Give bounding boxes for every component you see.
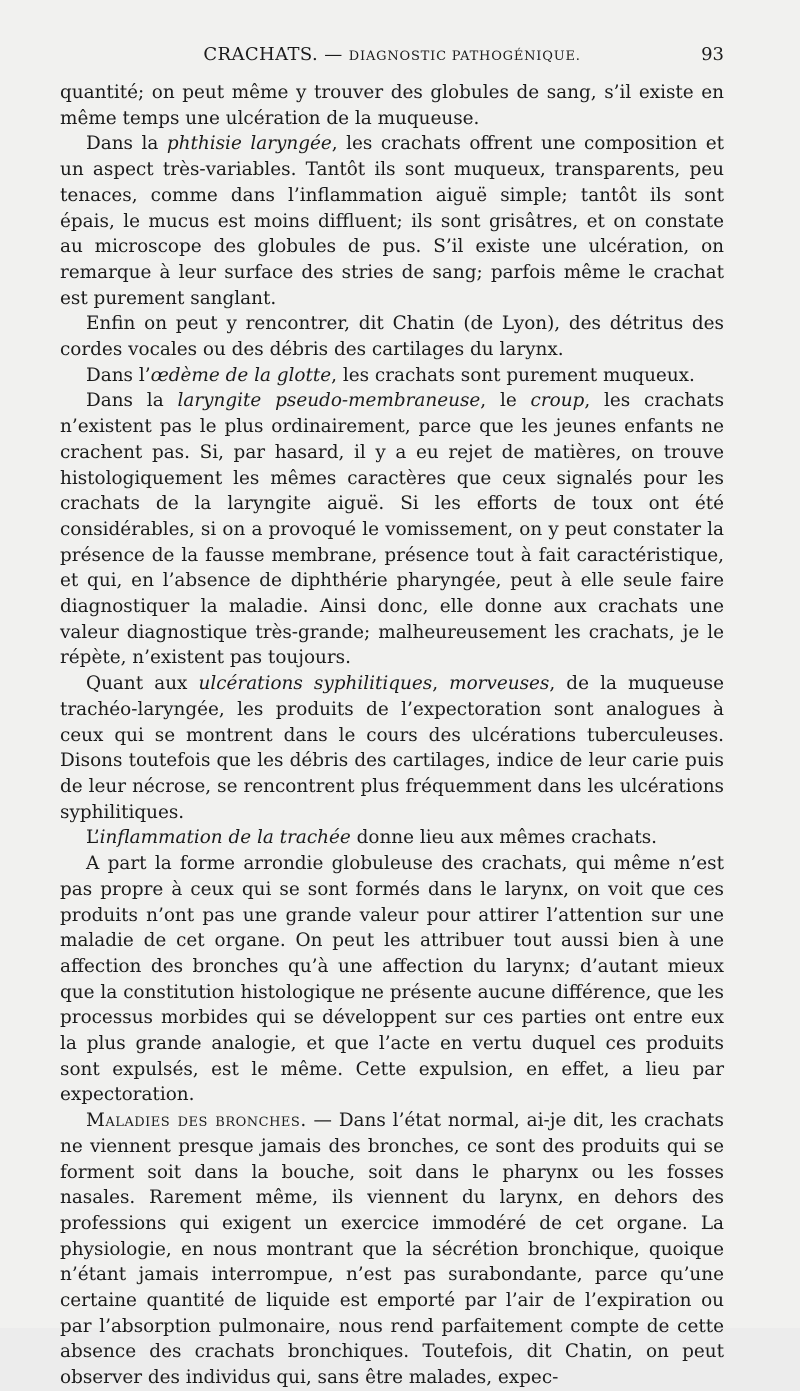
text-run: , les crachats n’existent pas le plus ordinairement, parce que les jeunes enfants ne crachent pas. Si, par hasard, il y a eu rejet de matières, on trouve histologiquement les mêmes caractères que ceux signalés pour les crachats de la laryngite aiguë. Si les efforts de toux ont été considérables, si on a provoqué le vomissement, on y peut constater la présence de la fausse membrane, présence tout à fait caractéristique, et qui, en l’absence de diphthérie pharyngée, peut à elle seule faire diagnostiquer la maladie. Ainsi donc, elle donne aux crachats une valeur diagnostique très-grande; malheureusement les crachats, je le répète, n’existent pas toujours. — [60, 390, 725, 669]
paragraph — [60, 851, 724, 1108]
running-title-separator: — — [318, 44, 349, 65]
text-run: A part la forme arrondie globuleuse des crachats, qui même n’est pas propre à ceux qui se sont formés dans le larynx, on voit que ces produits n’ont pas une grande valeur pour attirer l’attention sur une maladie de cet organe. On peut les attribuer tout aussi bien à une affection des bronches qu’à une affection du larynx; d’autant mieux que la constitution histologique ne présente aucune différence, que les processus morbides qui se développent sur ces parties ont entre eux la plus grande analogie, et que l’acte en vertu duquel ces produits sont expulsés, est le même. Cette expulsion, en effet, a lieu par expectoration. — [60, 853, 724, 1106]
paragraph — [60, 671, 724, 825]
text-run: , de la muqueuse trachéo-laryngée, les produits de l’expectoration sont analogues à ceux qui se montrent dans le cours des ulcérations tuberculeuses. Disons toutefois que les débris des cartilages, indice de leur carie puis de leur nécrose, se rencontrent plus fréquemment dans les ulcérations syphilitiques. — [60, 673, 724, 823]
text-run: , les crachats sont purement muqueux. — [331, 364, 695, 386]
body-text — [60, 80, 724, 1391]
paragraph — [60, 311, 724, 362]
section-heading: Maladies des bronches. — [86, 1110, 307, 1132]
text-run: Dans la — [86, 390, 178, 412]
italic-term: croup — [530, 390, 585, 412]
paragraph — [60, 825, 724, 851]
paragraph — [60, 131, 724, 311]
paragraph — [60, 363, 724, 389]
paragraph — [60, 80, 724, 131]
page-number: 93 — [701, 44, 724, 65]
running-title-sub: DIAGNOSTIC PATHOGÉNIQUE. — [348, 49, 581, 64]
text-run: Dans la — [86, 133, 167, 155]
text-run: Quant aux — [86, 673, 199, 695]
text-run: Dans l’ — [86, 364, 151, 386]
running-header — [60, 44, 724, 72]
running-title-main: CRACHATS. — [203, 44, 319, 65]
text-run: , — [432, 673, 450, 695]
text-run: Enfin on peut y rencontrer, dit Chatin (de Lyon), des détritus des cordes vocales ou des débris des cartilages du larynx. — [60, 313, 724, 361]
italic-term: inflammation de la trachée — [99, 827, 351, 849]
italic-term: ulcérations syphilitiques — [198, 673, 433, 695]
text-run: quantité; on peut même y trouver des globules de sang, s’il existe en même temps une ulcération de la muqueuse. — [60, 82, 724, 129]
text-run: donne lieu aux mêmes crachats. — [350, 827, 657, 849]
paragraph — [60, 1108, 724, 1391]
italic-term: œdème de la glotte — [150, 364, 332, 386]
text-run: L’ — [86, 827, 100, 849]
text-run: — Dans l’état normal, ai-je dit, les crachats ne viennent presque jamais des bronches, ce sont des produits qui se forment soit dans la bouche, soit dans le pharynx ou les fosses nasales. Rarement même, ils viennent du larynx, en dehors des professions qui exigent un exercice immodéré de cet organe. La physiologie, en nous montrant que la sécrétion bronchique, quoique n’étant jamais interrompue, n’est pas surabondante, parce qu’une certaine quantité de liquide est emporté par l’air de l’expiration ou par l’absorption pulmonaire, nous rend parfaitement compte de cette absence des crachats bronchiques. Toutefois, dit Chatin, on peut observer des individus qui, sans être malades, expec- — [60, 1110, 724, 1389]
italic-term: morveuses — [449, 673, 550, 695]
running-title — [60, 44, 724, 65]
italic-term: phthisie laryngée — [166, 133, 332, 155]
text-run: , les crachats offrent une composition et un aspect très-variables. Tantôt ils sont muqueux, transparents, peu tenaces, comme dans l’inflammation aiguë simple; tantôt ils sont épais, le mucus est moins diffluent; ils sont grisâtres, et on constate au microscope des globules de pus. S’il existe une ulcération, on remarque à leur surface des stries de sang; parfois même le crachat est purement sanglant. — [60, 133, 724, 309]
text-run: , le — [480, 390, 531, 412]
paragraph — [60, 388, 724, 671]
italic-term: laryngite pseudo-membraneuse — [177, 390, 481, 412]
